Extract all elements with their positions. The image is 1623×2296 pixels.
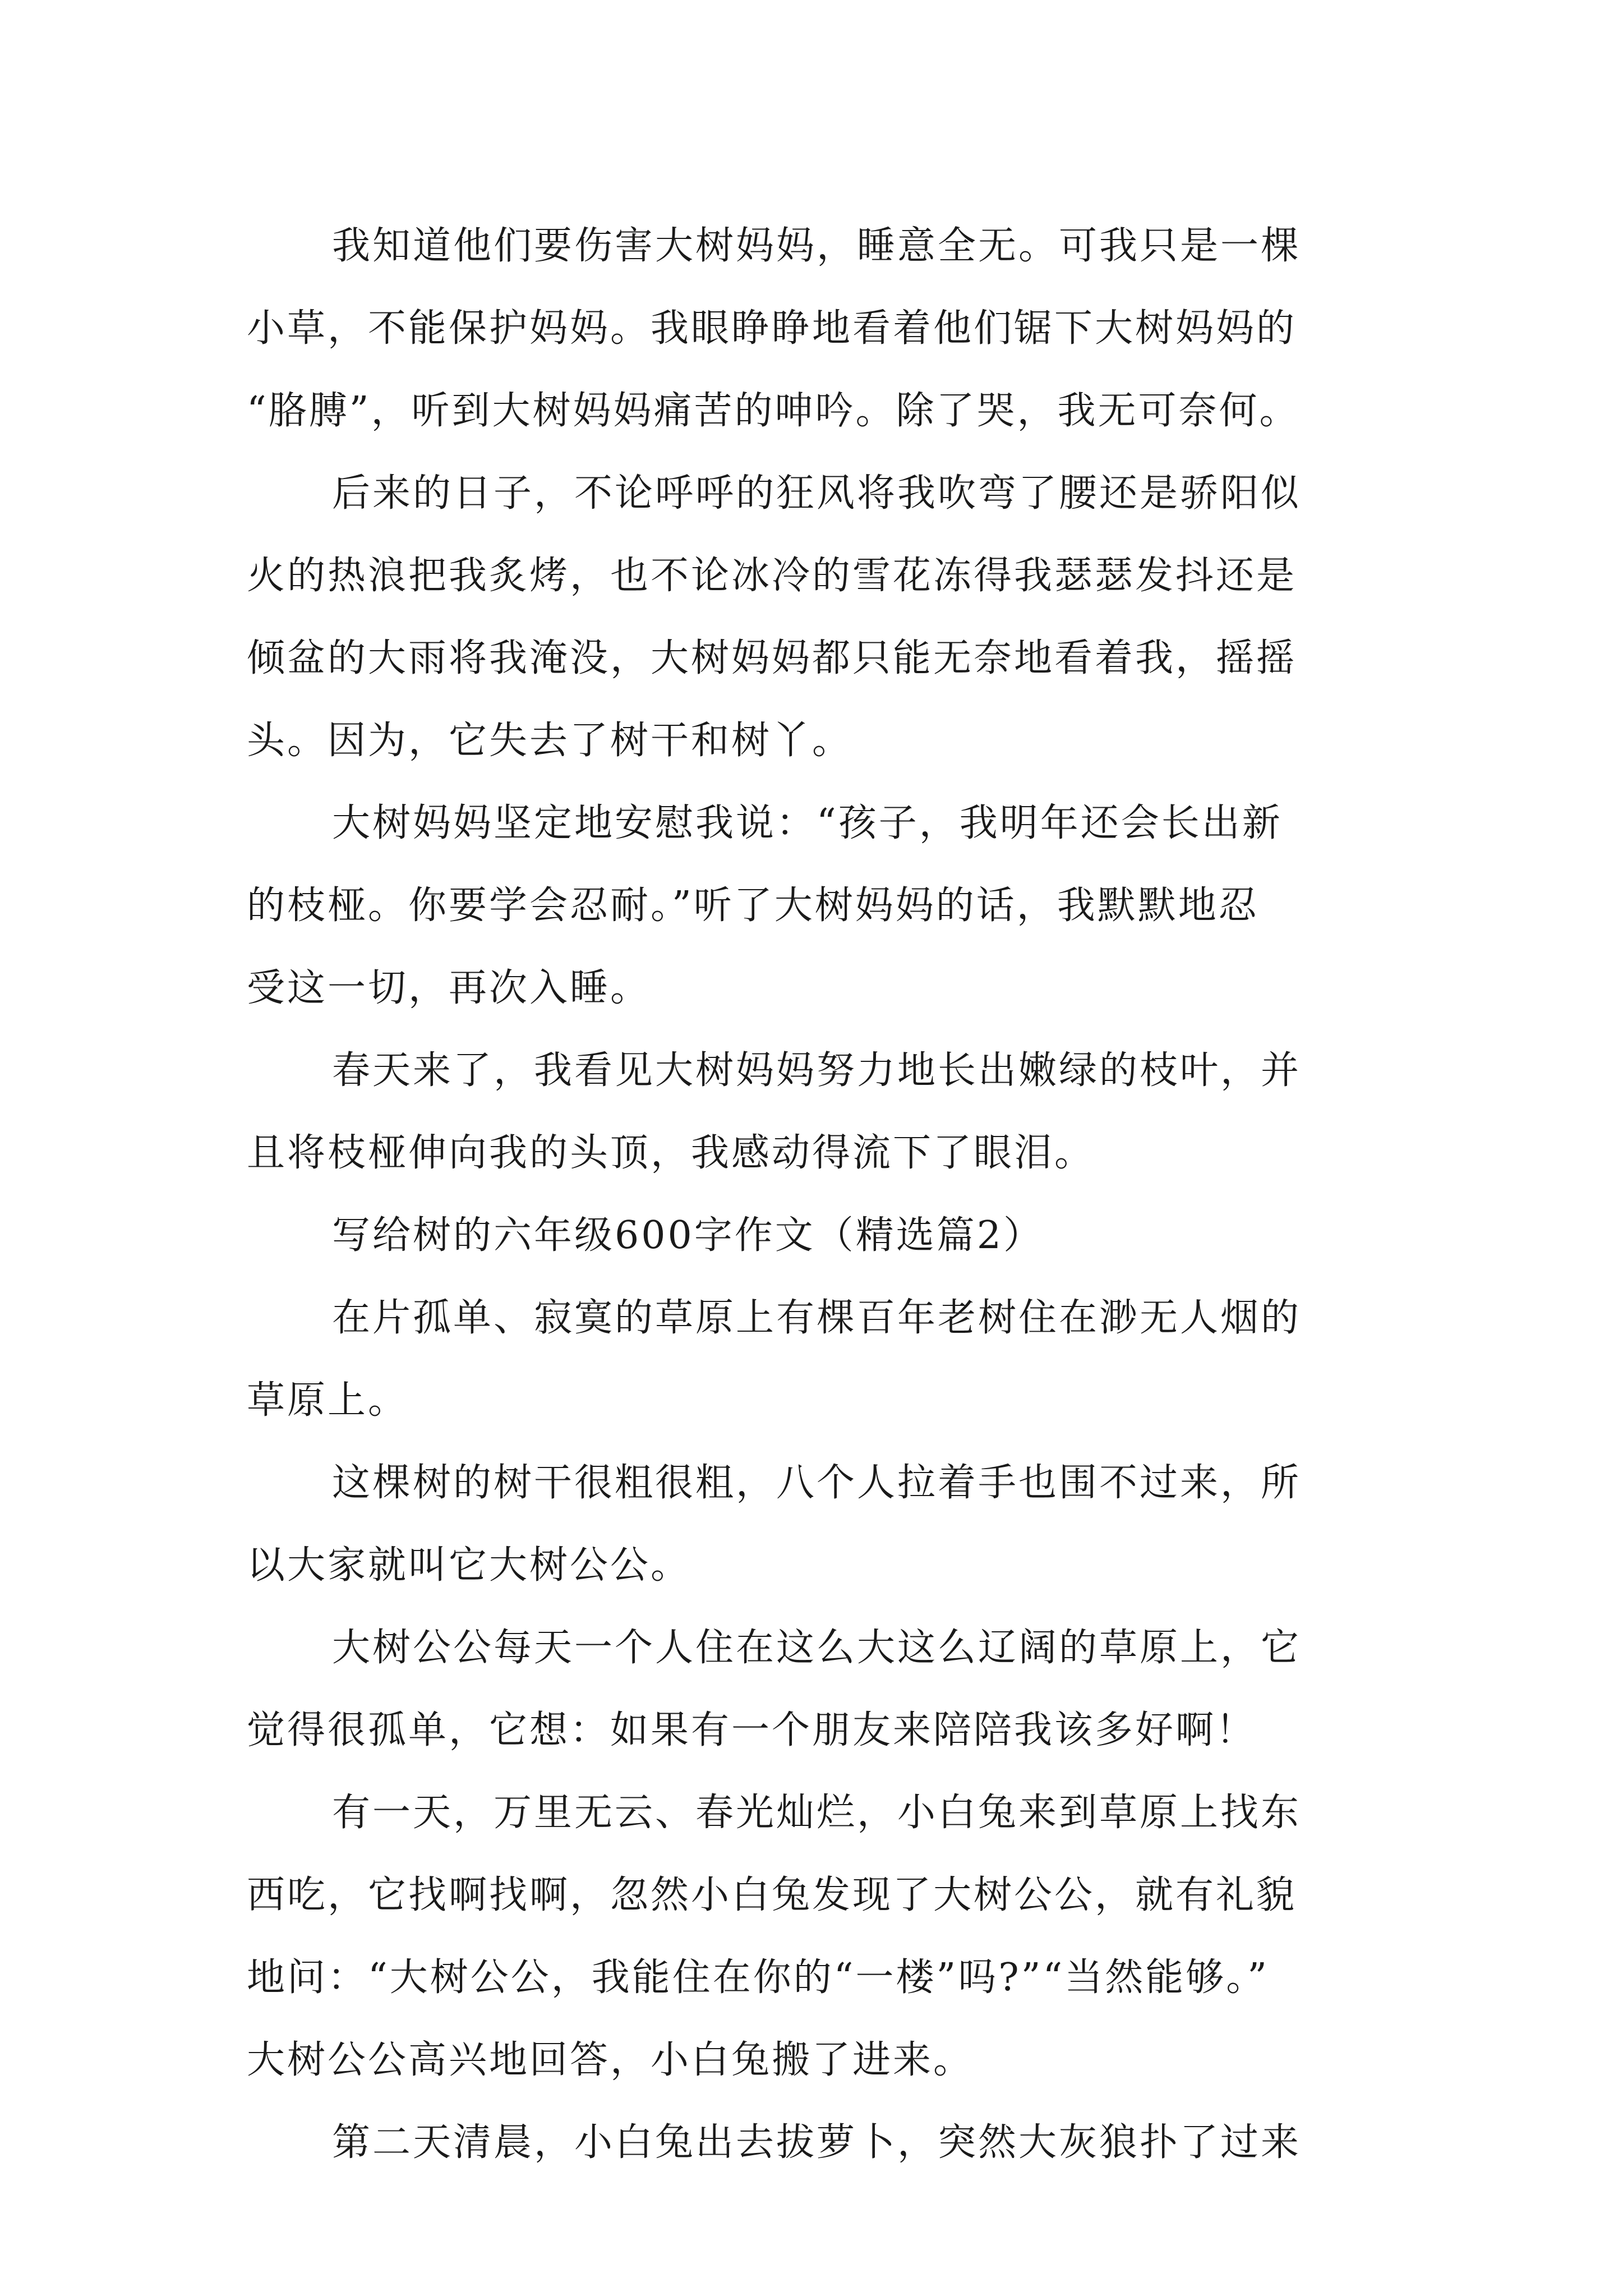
text-line: 这棵树的树干很粗很粗，八个人拉着手也围不过来，所 — [332, 1461, 1302, 1505]
text-line: 的枝桠。你要学会忍耐。”听了大树妈妈的话，我默默地忍 — [247, 884, 1259, 928]
text-line: 后来的日子，不论呼呼的狂风将我吹弯了腰还是骄阳似 — [332, 471, 1302, 516]
text-line: 在片孤单、寂寞的草原上有棵百年老树住在渺无人烟的 — [332, 1296, 1302, 1340]
paragraph — [247, 1772, 1385, 2101]
text-line: 以大家就叫它大树公公。 — [247, 1543, 691, 1588]
text-line: 草原上。 — [247, 1378, 409, 1423]
text-line: 大树公公高兴地回答，小白兔搬了进来。 — [247, 2038, 974, 2082]
document-body — [247, 205, 1385, 2184]
section-heading — [247, 1194, 1385, 1277]
heading-line: 写给树的六年级600字作文（精选篇2） — [332, 1213, 1044, 1258]
paragraph — [247, 782, 1385, 1029]
text-line: 火的热浪把我炙烤，也不论冰冷的雪花冻得我瑟瑟发抖还是 — [247, 554, 1297, 598]
text-line: 且将枝桠伸向我的头顶，我感动得流下了眼泪。 — [247, 1131, 1095, 1175]
text-line: “胳膊”，听到大树妈妈痛苦的呻吟。除了哭，我无可奈何。 — [247, 389, 1300, 433]
paragraph — [247, 1277, 1385, 1442]
text-line: 地问：“大树公公，我能住在你的“一楼”吗?”“当然能够。” — [247, 1955, 1270, 2000]
text-line: 大树公公每天一个人住在这么大这么辽阔的草原上，它 — [332, 1626, 1302, 1670]
text-line: 小草，不能保护妈妈。我眼睁睁地看着他们锯下大树妈妈的 — [247, 306, 1297, 351]
text-line: 有一天，万里无云、春光灿烂，小白兔来到草原上找东 — [332, 1791, 1302, 1835]
paragraph — [247, 205, 1385, 452]
text-line: 倾盆的大雨将我淹没，大树妈妈都只能无奈地看着我，摇摇 — [247, 636, 1297, 680]
paragraph — [247, 1607, 1385, 1772]
text-line: 受这一切，再次入睡。 — [247, 966, 651, 1010]
text-line: 第二天清晨，小白兔出去拔萝卜，突然大灰狼扑了过来 — [332, 2120, 1302, 2165]
paragraph — [247, 2101, 1385, 2184]
text-line: 大树妈妈坚定地安慰我说：“孩子，我明年还会长出新 — [332, 801, 1283, 845]
text-line: 我知道他们要伤害大树妈妈，睡意全无。可我只是一棵 — [332, 224, 1302, 268]
text-line: 头。因为，它失去了树干和树丫。 — [247, 719, 853, 763]
paragraph — [247, 452, 1385, 782]
text-line: 西吃，它找啊找啊，忽然小白兔发现了大树公公，就有礼貌 — [247, 1873, 1297, 1917]
text-line: 觉得很孤单，它想：如果有一个朋友来陪陪我该多好啊！ — [247, 1708, 1257, 1752]
paragraph — [247, 1442, 1385, 1607]
text-line: 春天来了，我看见大树妈妈努力地长出嫩绿的枝叶，并 — [332, 1048, 1302, 1093]
paragraph — [247, 1029, 1385, 1194]
